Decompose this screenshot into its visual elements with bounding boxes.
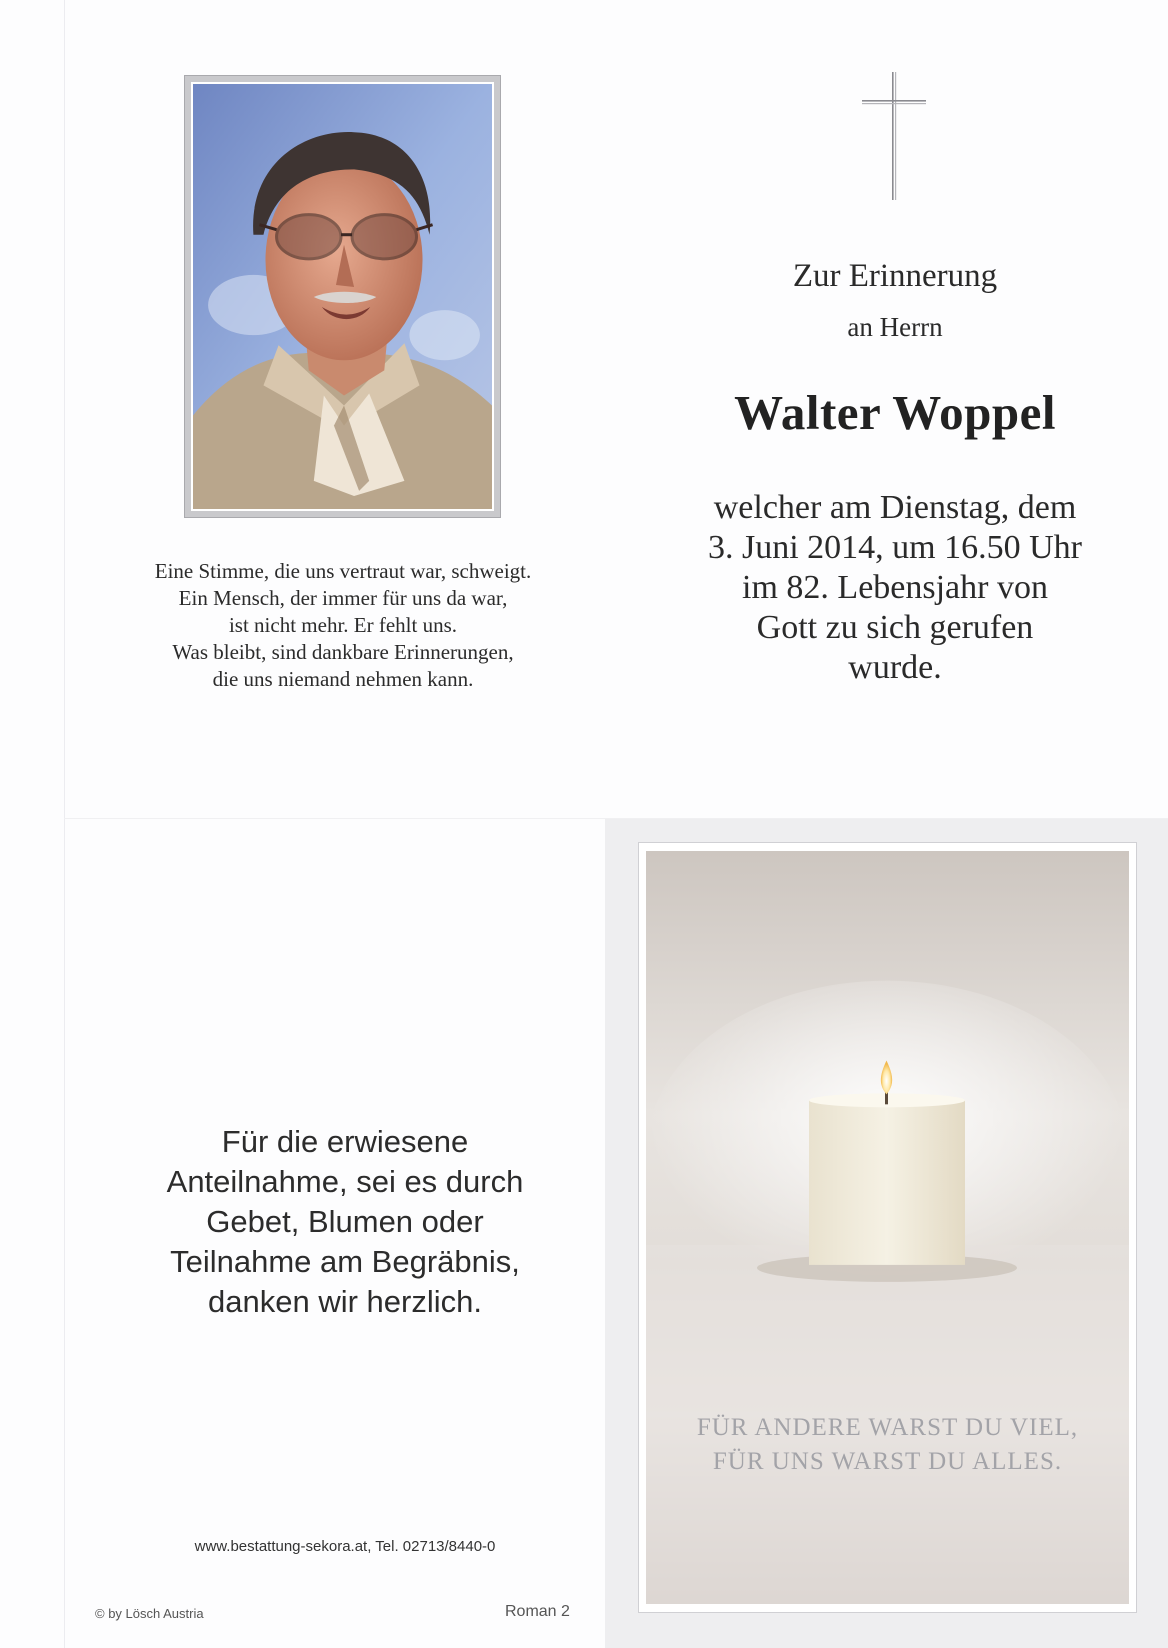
page-edge — [64, 0, 65, 1648]
verse-line: ist nicht mehr. Er fehlt uns. — [228, 613, 458, 637]
verse-line: die uns niemand nehmen kann. — [212, 667, 474, 691]
copyright-notice: © by Lösch Austria — [95, 1606, 204, 1621]
memorial-title: Zur Erinnerung — [792, 258, 998, 294]
death-notice — [680, 488, 1110, 688]
death-line: welcher am Dienstag, dem — [713, 489, 1077, 526]
portrait-mat — [191, 82, 494, 511]
memorial-subtitle: an Herrn — [847, 312, 943, 342]
design-name: Roman 2 — [505, 1603, 570, 1620]
death-line: Gott zu sich gerufen — [756, 609, 1034, 646]
portrait-image — [193, 84, 492, 509]
death-line: wurde. — [848, 649, 942, 686]
thanks-line: danken wir herzlich. — [208, 1284, 482, 1319]
candle-card — [638, 842, 1137, 1613]
quote-line: FÜR ANDERE WARST DU VIEL, — [696, 1414, 1079, 1441]
death-line: 3. Juni 2014, um 16.50 Uhr — [708, 529, 1082, 566]
verse-line: Was bleibt, sind dankbare Erinnerungen, — [172, 640, 514, 664]
thanks-line: Gebet, Blumen oder — [206, 1204, 484, 1239]
thanks-line: Anteilnahme, sei es durch — [166, 1164, 524, 1199]
thanks-line: Teilnahme am Begräbnis, — [170, 1244, 520, 1279]
fold-line — [64, 818, 1168, 819]
thanks-line: Für die erwiesene — [221, 1124, 469, 1159]
candle-image — [646, 851, 1129, 1604]
funeral-home-contact: www.bestattung-sekora.at, Tel. 02713/8440-0 — [194, 1538, 496, 1555]
deceased-name: Walter Woppel — [734, 385, 1056, 440]
death-line: im 82. Lebensjahr von — [742, 569, 1048, 606]
portrait-frame — [184, 75, 501, 518]
cross-icon — [862, 72, 926, 200]
verse-line: Ein Mensch, der immer für uns da war, — [178, 586, 508, 610]
verse-line: Eine Stimme, die uns vertraut war, schweigt. — [154, 559, 532, 583]
memorial-verse — [108, 558, 578, 693]
quote-line: FÜR UNS WARST DU ALLES. — [712, 1448, 1063, 1475]
portrait-photo — [193, 84, 492, 509]
thanks-message — [120, 1122, 570, 1322]
candle-quote — [646, 1411, 1129, 1479]
